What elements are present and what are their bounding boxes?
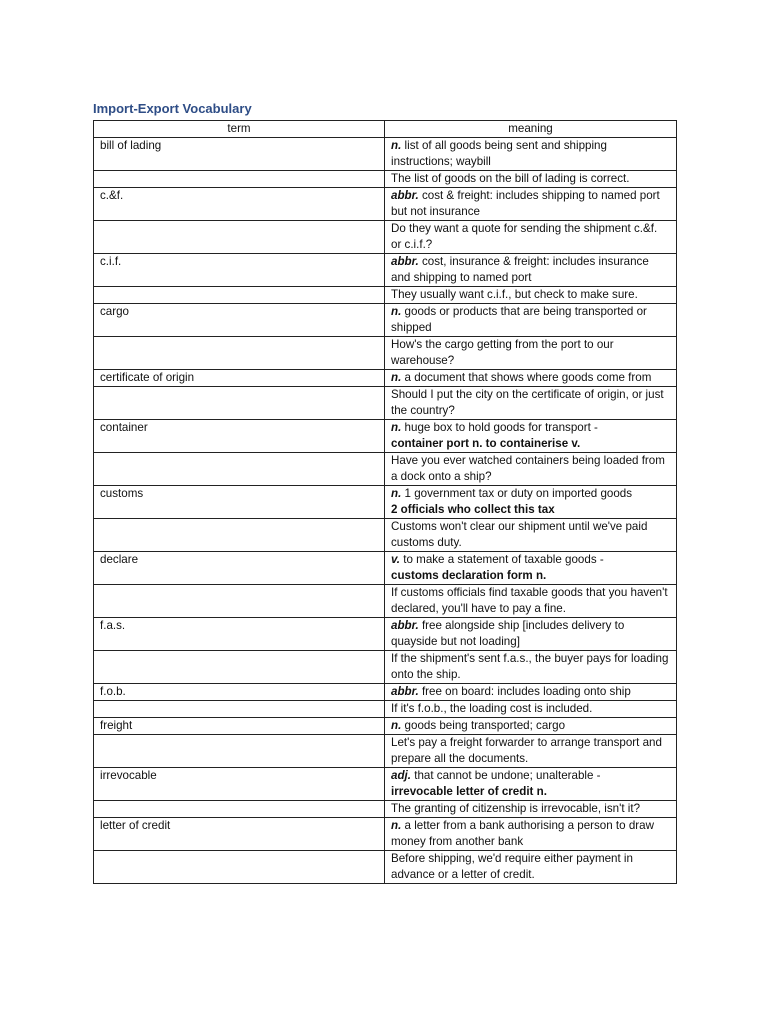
definition-text: a letter from a bank authorising a person to draw money from another bank bbox=[391, 819, 654, 848]
example-cell: If it's f.o.b., the loading cost is included. bbox=[385, 701, 677, 718]
part-of-speech: abbr. bbox=[391, 255, 419, 268]
definition-cell bbox=[385, 486, 677, 519]
table-row bbox=[94, 188, 677, 221]
part-of-speech: n. bbox=[391, 421, 402, 434]
definition-cell bbox=[385, 552, 677, 585]
part-of-speech: abbr. bbox=[391, 189, 419, 202]
empty-term-cell bbox=[94, 585, 385, 618]
part-of-speech: n. bbox=[391, 487, 402, 500]
definition-text: a document that shows where goods come from bbox=[404, 371, 652, 384]
example-cell: If the shipment's sent f.a.s., the buyer pays for loading onto the ship. bbox=[385, 651, 677, 684]
example-row bbox=[94, 801, 677, 818]
definition-text: free alongside ship [includes delivery to quayside but not loading] bbox=[391, 619, 625, 648]
table-row bbox=[94, 618, 677, 651]
table-row bbox=[94, 420, 677, 453]
definition-cell bbox=[385, 818, 677, 851]
empty-term-cell bbox=[94, 287, 385, 304]
definition-extra: container port n. to containerise v. bbox=[391, 437, 581, 450]
example-row bbox=[94, 519, 677, 552]
empty-term-cell bbox=[94, 801, 385, 818]
definition-extra: 2 officials who collect this tax bbox=[391, 503, 555, 516]
example-row bbox=[94, 387, 677, 420]
definition-text: huge box to hold goods for transport - bbox=[404, 421, 598, 434]
empty-term-cell bbox=[94, 851, 385, 884]
example-row bbox=[94, 287, 677, 304]
example-row bbox=[94, 735, 677, 768]
part-of-speech: n. bbox=[391, 305, 402, 318]
example-cell: How's the cargo getting from the port to our warehouse? bbox=[385, 337, 677, 370]
empty-term-cell bbox=[94, 735, 385, 768]
example-cell: They usually want c.i.f., but check to make sure. bbox=[385, 287, 677, 304]
term-cell: letter of credit bbox=[94, 818, 385, 851]
definition-text: cost, insurance & freight: includes insurance and shipping to named port bbox=[391, 255, 649, 284]
example-cell: If customs officials find taxable goods that you haven't declared, you'll have to pay a fine. bbox=[385, 585, 677, 618]
definition-extra: irrevocable letter of credit n. bbox=[391, 785, 547, 798]
term-cell: container bbox=[94, 420, 385, 453]
definition-cell bbox=[385, 420, 677, 453]
term-cell: certificate of origin bbox=[94, 370, 385, 387]
table-header-row bbox=[94, 121, 677, 138]
part-of-speech: n. bbox=[391, 719, 402, 732]
example-cell: Customs won't clear our shipment until we've paid customs duty. bbox=[385, 519, 677, 552]
table-row bbox=[94, 370, 677, 387]
example-row bbox=[94, 453, 677, 486]
example-row bbox=[94, 651, 677, 684]
empty-term-cell bbox=[94, 221, 385, 254]
table-row bbox=[94, 684, 677, 701]
definition-text: to make a statement of taxable goods - bbox=[403, 553, 604, 566]
table-row bbox=[94, 254, 677, 287]
example-row bbox=[94, 701, 677, 718]
part-of-speech: n. bbox=[391, 139, 402, 152]
term-cell: freight bbox=[94, 718, 385, 735]
definition-cell bbox=[385, 370, 677, 387]
definition-text: 1 government tax or duty on imported goods bbox=[404, 487, 633, 500]
example-row bbox=[94, 851, 677, 884]
example-row bbox=[94, 221, 677, 254]
term-cell: c.i.f. bbox=[94, 254, 385, 287]
part-of-speech: abbr. bbox=[391, 619, 419, 632]
empty-term-cell bbox=[94, 651, 385, 684]
vocabulary-table bbox=[93, 120, 677, 884]
table-row bbox=[94, 718, 677, 735]
definition-text: cost & freight: includes shipping to named port but not insurance bbox=[391, 189, 660, 218]
example-cell: The granting of citizenship is irrevocable, isn't it? bbox=[385, 801, 677, 818]
term-cell: customs bbox=[94, 486, 385, 519]
term-cell: f.o.b. bbox=[94, 684, 385, 701]
definition-text: goods or products that are being transported or shipped bbox=[391, 305, 647, 334]
term-cell: irrevocable bbox=[94, 768, 385, 801]
part-of-speech: n. bbox=[391, 371, 402, 384]
example-cell: Do they want a quote for sending the shipment c.&f. or c.i.f.? bbox=[385, 221, 677, 254]
term-cell: c.&f. bbox=[94, 188, 385, 221]
definition-cell bbox=[385, 304, 677, 337]
definition-cell bbox=[385, 188, 677, 221]
example-row bbox=[94, 585, 677, 618]
definition-extra: customs declaration form n. bbox=[391, 569, 547, 582]
part-of-speech: n. bbox=[391, 819, 402, 832]
empty-term-cell bbox=[94, 519, 385, 552]
table-row bbox=[94, 818, 677, 851]
example-cell: The list of goods on the bill of lading is correct. bbox=[385, 171, 677, 188]
empty-term-cell bbox=[94, 171, 385, 188]
empty-term-cell bbox=[94, 701, 385, 718]
part-of-speech: adj. bbox=[391, 769, 411, 782]
table-row bbox=[94, 486, 677, 519]
table-row bbox=[94, 138, 677, 171]
part-of-speech: abbr. bbox=[391, 685, 419, 698]
column-header-term: term bbox=[94, 121, 385, 138]
empty-term-cell bbox=[94, 337, 385, 370]
definition-text: free on board: includes loading onto ship bbox=[421, 685, 631, 698]
empty-term-cell bbox=[94, 387, 385, 420]
part-of-speech: v. bbox=[391, 553, 401, 566]
definition-text: that cannot be undone; unalterable - bbox=[414, 769, 601, 782]
table-row bbox=[94, 768, 677, 801]
empty-term-cell bbox=[94, 453, 385, 486]
definition-cell bbox=[385, 618, 677, 651]
example-cell: Before shipping, we'd require either payment in advance or a letter of credit. bbox=[385, 851, 677, 884]
example-row bbox=[94, 171, 677, 188]
definition-text: goods being transported; cargo bbox=[404, 719, 566, 732]
definition-cell bbox=[385, 138, 677, 171]
term-cell: cargo bbox=[94, 304, 385, 337]
term-cell: f.a.s. bbox=[94, 618, 385, 651]
example-cell: Should I put the city on the certificate of origin, or just the country? bbox=[385, 387, 677, 420]
definition-cell bbox=[385, 718, 677, 735]
definition-cell bbox=[385, 254, 677, 287]
definition-cell bbox=[385, 768, 677, 801]
vocabulary-table-body bbox=[94, 138, 677, 884]
table-row bbox=[94, 552, 677, 585]
example-cell: Let's pay a freight forwarder to arrange transport and prepare all the documents. bbox=[385, 735, 677, 768]
term-cell: bill of lading bbox=[94, 138, 385, 171]
table-row bbox=[94, 304, 677, 337]
definition-cell bbox=[385, 684, 677, 701]
definition-text: list of all goods being sent and shipping instructions; waybill bbox=[391, 139, 607, 168]
example-cell: Have you ever watched containers being loaded from a dock onto a ship? bbox=[385, 453, 677, 486]
term-cell: declare bbox=[94, 552, 385, 585]
column-header-meaning: meaning bbox=[385, 121, 677, 138]
page-title: Import-Export Vocabulary bbox=[93, 101, 252, 116]
example-row bbox=[94, 337, 677, 370]
